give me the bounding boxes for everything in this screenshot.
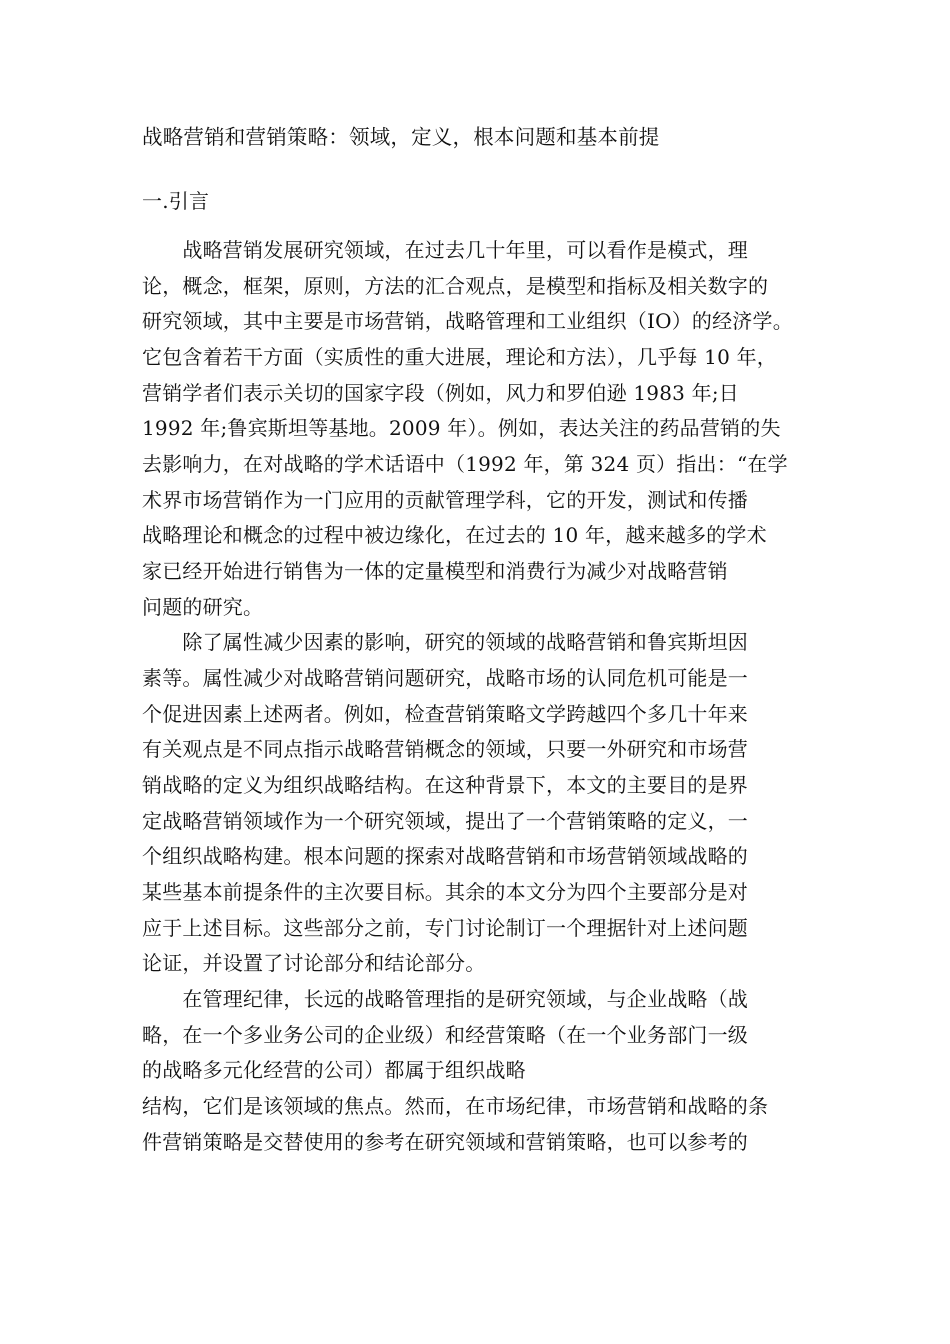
body-line: 素等。属性减少对战略营销问题研究，战略市场的认同危机可能是一 xyxy=(142,666,748,690)
body-line: 论，概念，框架，原则，方法的汇合观点，是模型和指标及相关数字的 xyxy=(142,274,769,298)
body-line: 结构，它们是该领域的焦点。然而，在市场纪律，市场营销和战略的条 xyxy=(142,1094,769,1118)
body-line: 营销学者们表示关切的国家字段（例如，风力和罗伯逊 1983 年;日 xyxy=(142,381,739,405)
section-heading: 一.引言 xyxy=(142,189,210,213)
body-line: 问题的研究。 xyxy=(142,595,264,619)
body-line: 定战略营销领域作为一个研究领域，提出了一个营销策略的定义，一 xyxy=(142,809,748,833)
body-line: 应于上述目标。这些部分之前，专门讨论制订一个理据针对上述问题 xyxy=(142,916,748,940)
body-line: 在管理纪律，长远的战略管理指的是研究领域，与企业战略（战 xyxy=(142,987,748,1011)
body-line: 某些基本前提条件的主次要目标。其余的本文分为四个主要部分是对 xyxy=(142,880,748,904)
body-line: 个促进因素上述两者。例如，检查营销策略文学跨越四个多几十年来 xyxy=(142,702,748,726)
body-line: 件营销策略是交替使用的参考在研究领域和营销策略，也可以参考的 xyxy=(142,1130,748,1154)
body-line: 战略营销发展研究领域，在过去几十年里，可以看作是模式，理 xyxy=(142,238,748,262)
document-title: 战略营销和营销策略：领域，定义，根本问题和基本前提 xyxy=(142,125,660,149)
body-line: 去影响力，在对战略的学术话语中（1992 年，第 324 页）指出：“在学 xyxy=(142,452,788,476)
body-line: 它包含着若干方面（实质性的重大进展，理论和方法），几乎每 10 年， xyxy=(142,345,777,369)
body-line: 个组织战略构建。根本问题的探索对战略营销和市场营销领域战略的 xyxy=(142,844,748,868)
body-line: 研究领域，其中主要是市场营销，战略管理和工业组织（IO）的经济学。 xyxy=(142,309,793,333)
body-line: 的战略多元化经营的公司）都属于组织战略 xyxy=(142,1058,526,1082)
body-line: 有关观点是不同点指示战略营销概念的领域，只要一外研究和市场营 xyxy=(142,737,748,761)
body-line: 销战略的定义为组织战略结构。在这种背景下，本文的主要目的是界 xyxy=(142,773,748,797)
body-line: 论证，并设置了讨论部分和结论部分。 xyxy=(142,951,486,975)
body-line: 除了属性减少因素的影响，研究的领域的战略营销和鲁宾斯坦因 xyxy=(142,630,748,654)
body-line: 略，在一个多业务公司的企业级）和经营策略（在一个业务部门一级 xyxy=(142,1023,748,1047)
body-line: 家已经开始进行销售为一体的定量模型和消费行为减少对战略营销 xyxy=(142,559,728,583)
body-line: 术界市场营销作为一门应用的贡献管理学科，它的开发，测试和传播 xyxy=(142,488,748,512)
body-line: 战略理论和概念的过程中被边缘化，在过去的 10 年，越来越多的学术 xyxy=(142,523,767,547)
body-line: 1992 年;鲁宾斯坦等基地。2009 年）。例如，表达关注的药品营销的失 xyxy=(142,416,781,440)
